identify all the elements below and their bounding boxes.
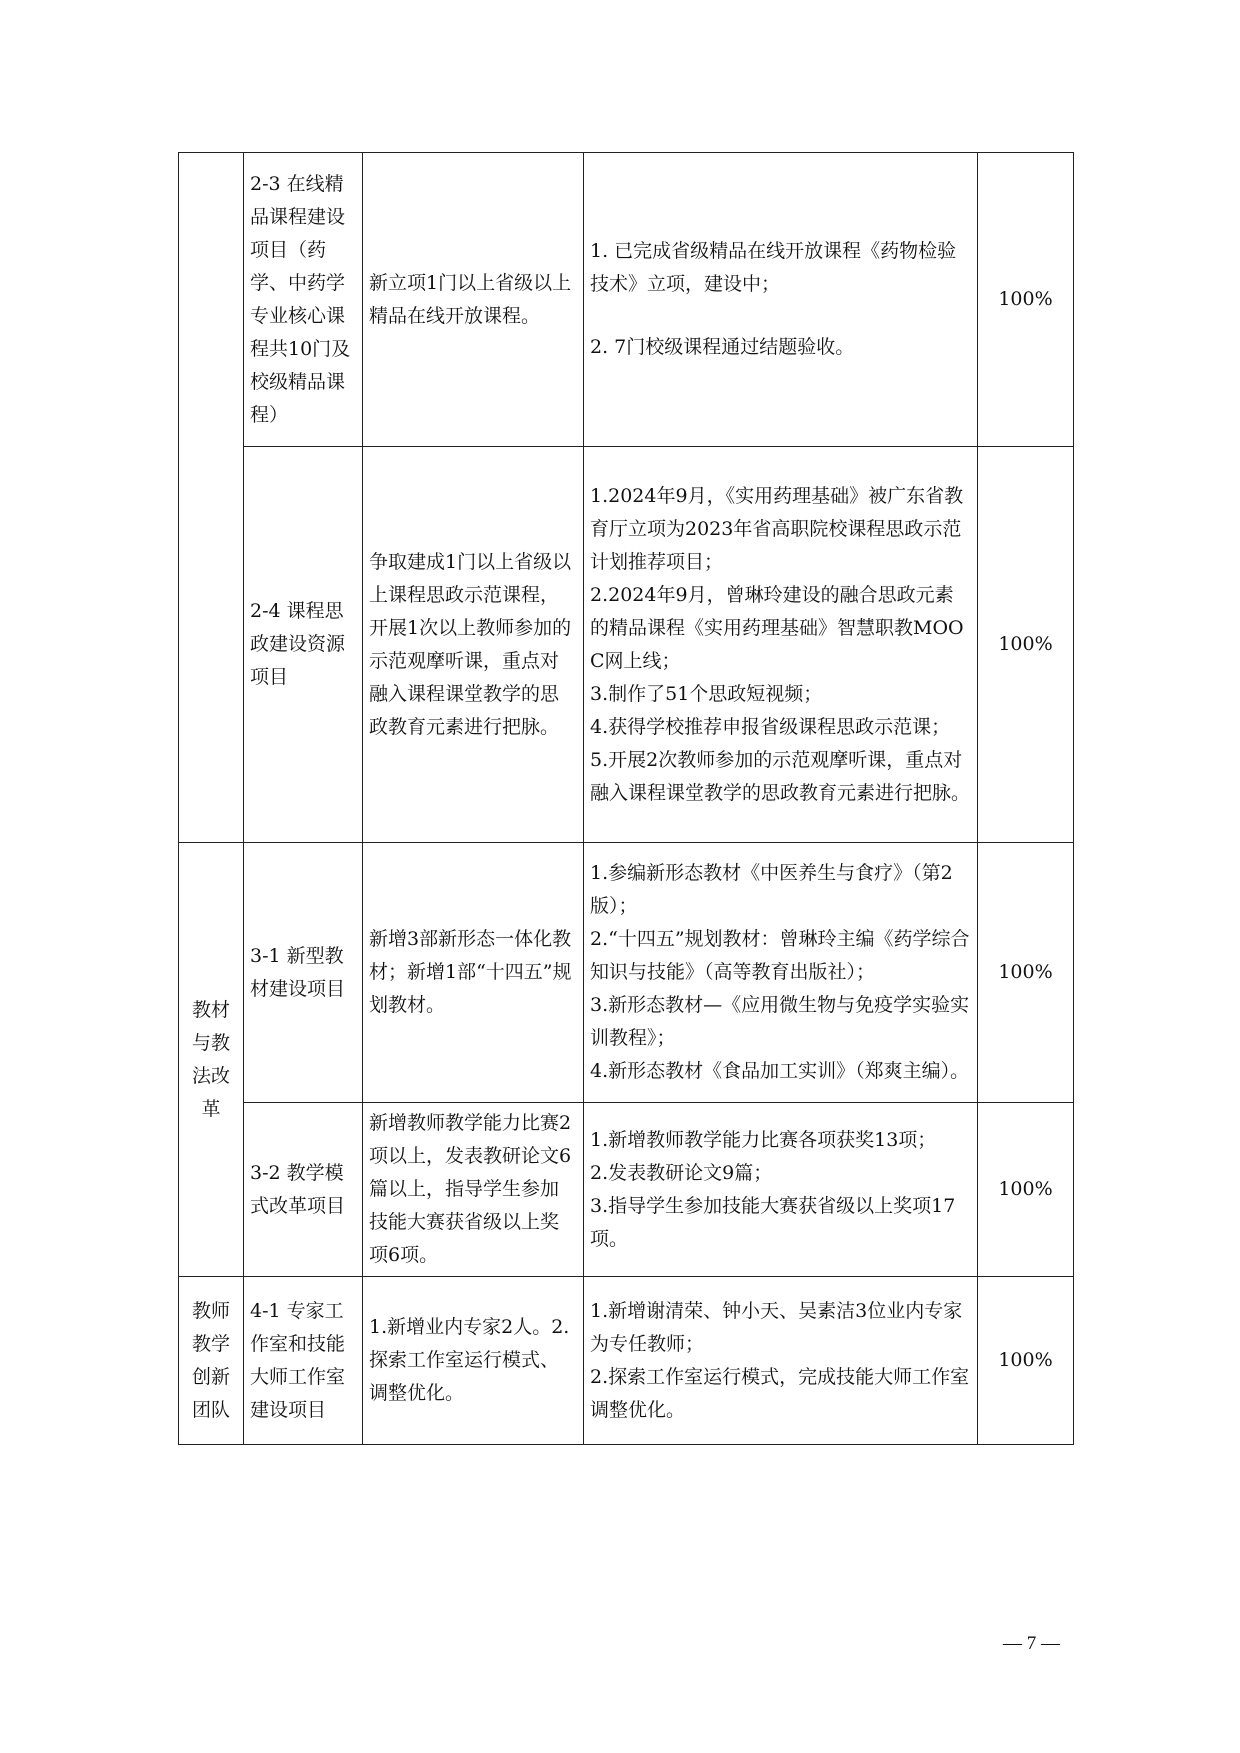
completion-cell <box>584 1277 978 1445</box>
target-cell: 新增教师教学能力比赛2项以上，发表教研论文6篇以上，指导学生参加技能大赛获省级以上奖项6项。 <box>363 1103 584 1277</box>
project-cell: 3-2 教学模式改革项目 <box>244 1103 363 1277</box>
table-row <box>179 843 1074 1103</box>
completion-item: 4.新形态教材《食品加工实训》（郑爽主编）。 <box>590 1060 970 1082</box>
completion-item: 2.发表教研论文9篇； <box>590 1161 773 1184</box>
completion-item: 1.新增教师教学能力比赛各项获奖13项； <box>590 1128 937 1151</box>
target-cell: 新立项1门以上省级以上精品在线开放课程。 <box>363 153 584 447</box>
table-row <box>179 1103 1074 1277</box>
completion-cell <box>584 843 978 1103</box>
completion-item: 5.开展2次教师参加的示范观摩听课，重点对融入课程课堂教学的思政教育元素进行把脉。 <box>590 748 971 804</box>
completion-item: 3.指导学生参加技能大赛获省级以上奖项17项。 <box>590 1194 956 1250</box>
category-cell: 教材与教法改革 <box>179 843 244 1277</box>
table-row <box>179 1277 1074 1445</box>
completion-cell <box>584 153 978 447</box>
completion-item: 3.新形态教材—《应用微生物与免疫学实验实训教程》； <box>590 994 970 1049</box>
completion-item: 1. 已完成省级精品在线开放课程《药物检验技术》立项，建设中； <box>590 240 957 295</box>
table-row <box>179 447 1074 843</box>
completion-item: 1.2024年9月，《实用药理基础》被广东省教育厅立项为2023年省高职院校课程思政示范计划推荐项目； <box>590 484 964 573</box>
target-cell: 新增3部新形态一体化教材；新增1部“十四五”规划教材。 <box>363 843 584 1103</box>
completion-item: 2.“十四五”规划教材：曾琳玲主编《药学综合知识与技能》（高等教育出版社）； <box>590 928 970 983</box>
completion-item: 2.2024年9月，曾琳玲建设的融合思政元素的精品课程《实用药理基础》智慧职教MOOC网上线； <box>590 583 964 672</box>
completion-rate-cell: 100% <box>978 843 1074 1103</box>
completion-rate-cell: 100% <box>978 1277 1074 1445</box>
completion-item: 4.获得学校推荐申报省级课程思政示范课； <box>590 715 951 738</box>
completion-rate-cell: 100% <box>978 153 1074 447</box>
completion-item: 3.制作了51个思政短视频； <box>590 682 823 705</box>
completion-item: 1.新增谢清荣、钟小天、吴素洁3位业内专家为专任教师； <box>590 1299 963 1355</box>
completion-rate-cell: 100% <box>978 1103 1074 1277</box>
category-cell <box>179 153 244 843</box>
project-cell: 3-1 新型教材建设项目 <box>244 843 363 1103</box>
category-cell: 教师教学创新团队 <box>179 1277 244 1445</box>
target-cell: 1.新增业内专家2人。2.探索工作室运行模式、调整优化。 <box>363 1277 584 1445</box>
completion-item: 2. 7门校级课程通过结题验收。 <box>590 336 855 358</box>
project-cell: 2-3 在线精品课程建设项目（药学、中药学专业核心课程共10门及校级精品课程） <box>244 153 363 447</box>
completion-rate-cell: 100% <box>978 447 1074 843</box>
project-cell: 2-4 课程思政建设资源项目 <box>244 447 363 843</box>
page-number: — 7 — <box>1003 1633 1060 1654</box>
completion-item: 1.参编新形态教材《中医养生与食疗》（第2版）； <box>590 862 953 917</box>
completion-cell <box>584 447 978 843</box>
project-progress-table <box>178 152 1074 1445</box>
target-cell: 争取建成1门以上省级以上课程思政示范课程，开展1次以上教师参加的示范观摩听课，重点对融入课程课堂教学的思政教育元素进行把脉。 <box>363 447 584 843</box>
completion-item: 2.探索工作室运行模式，完成技能大师工作室调整优化。 <box>590 1365 970 1421</box>
table-row <box>179 153 1074 447</box>
project-cell: 4-1 专家工作室和技能大师工作室建设项目 <box>244 1277 363 1445</box>
completion-cell <box>584 1103 978 1277</box>
